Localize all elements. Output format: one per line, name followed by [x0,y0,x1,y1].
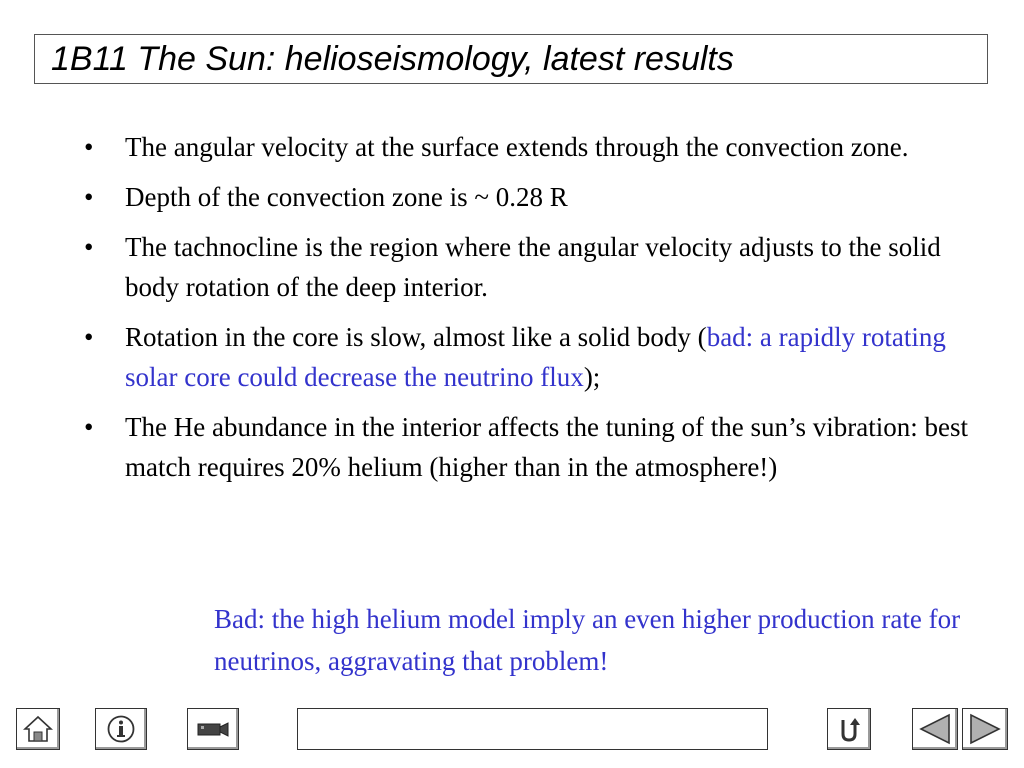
bullet-item [84,127,984,167]
helium-note: Bad: the high helium model imply an even higher production rate for neutrinos, aggravating that problem! [214,604,961,676]
bullet-text: Rotation in the core is slow, almost like a solid body ( [125,322,707,352]
bullet-list [84,127,984,497]
previous-button[interactable] [912,708,958,750]
bullet-marker: • [84,412,94,442]
next-arrow-icon [967,712,1003,746]
bullet-item [84,227,984,307]
info-button[interactable] [95,708,147,750]
home-icon [23,714,53,744]
bullet-marker: • [84,132,94,162]
previous-arrow-icon [917,712,953,746]
return-button[interactable] [827,708,871,750]
info-icon [106,714,136,744]
bullet-text: Depth of the convection zone is ~ 0.28 R [125,182,568,212]
movie-button[interactable] [187,708,239,750]
title-box [34,34,988,84]
return-icon [834,714,864,744]
bullet-text: The angular velocity at the surface extends through the convection zone. [125,132,909,162]
bullet-marker: • [84,322,94,352]
bullet-text: The tachnocline is the region where the angular velocity adjusts to the solid body rotation of the deep interior. [125,232,941,302]
camera-icon [195,718,231,740]
slide-number-field[interactable] [297,708,768,750]
bullet-item [84,407,984,487]
bullet-item [84,177,984,217]
bullet-item [84,317,984,397]
bullet-text: The He abundance in the interior affects the tuning of the sun’s vibration: best match requires 20% helium (higher than in the atmosphere!) [125,412,969,482]
bullet-highlight-text: bad: a rapidly rotating solar core could decrease the neutrino flux [125,322,946,392]
home-button[interactable] [16,708,60,750]
bullet-text-end: ); [583,362,601,392]
next-button[interactable] [962,708,1008,750]
bullet-marker: • [84,182,94,212]
slide-title: 1B11 The Sun: helioseismology, latest results [51,40,734,78]
bullet-marker: • [84,232,94,262]
